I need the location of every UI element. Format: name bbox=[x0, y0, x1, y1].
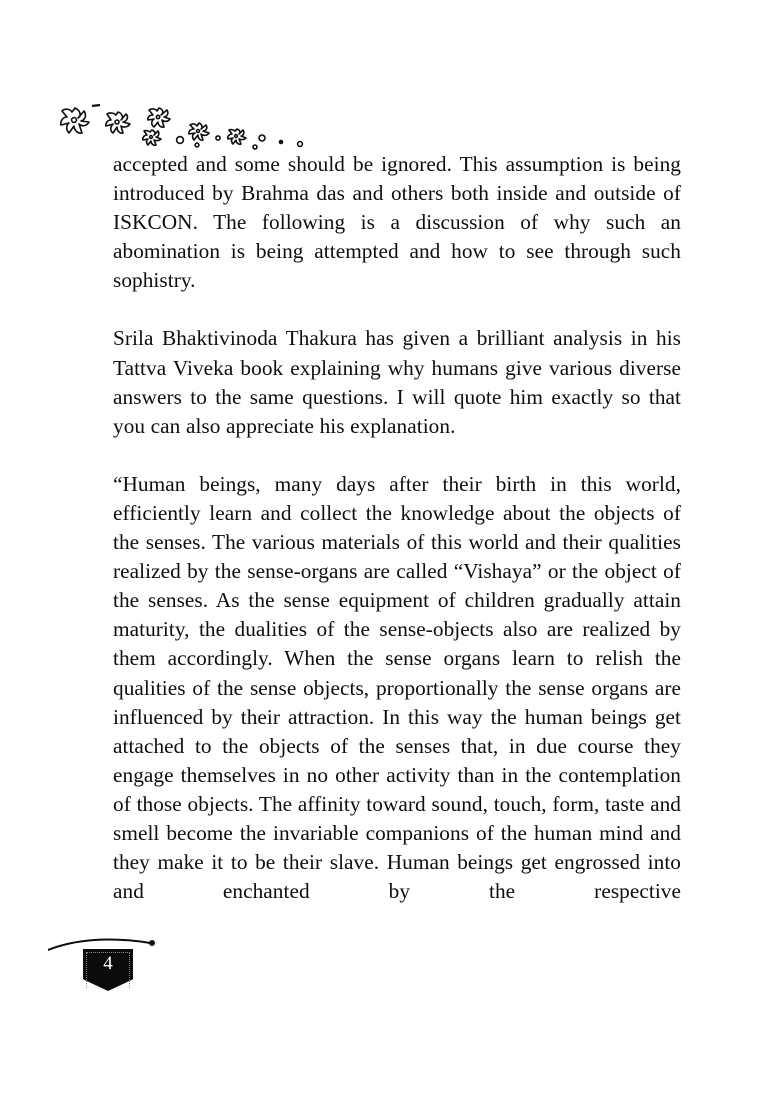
page-number-banner bbox=[48, 930, 178, 1000]
paragraph-2: Srila Bhaktivinoda Thakura has given a brilliant analysis in his Tattva Viveka book explaining why humans give various diverse answers to the same questions. I will quote him exactly so that you can also appreciate his explanation. bbox=[113, 326, 681, 438]
page-body bbox=[113, 150, 681, 906]
paragraph-3-quotation: “Human beings, many days after their birth in this world, efficiently learn and collect the knowledge about the objects of the senses. The various materials of this world and their qualities realized by the sense-organs are called “Vishaya” or the object of the senses. As the sense equipment of children gradually attain maturity, the dualities of the sense-objects also are realized by them accordingly. When the sense organs learn to relish the qualities of the sense objects, proportionally the sense organs are influenced by their attraction. In this way the human beings get attached to the objects of the senses that, in due course they engage themselves in no other activity than in the contemplation of those objects. The affinity toward sound, touch, form, taste and smell become the invariable companions of the human mind and they make it to be their slave. Human beings get engrossed into and enchanted by the respective bbox=[113, 471, 681, 904]
floral-divider-icon bbox=[55, 104, 315, 156]
floral-divider-ornament bbox=[55, 104, 315, 156]
page-number: 4 bbox=[103, 953, 113, 974]
paragraph-1: accepted and some should be ignored. This assumption is being introduced by Brahma das and others both inside and outside of ISKCON. The following is a discussion of why such an abomination is being attempted and how to see through such sophistry. bbox=[113, 152, 681, 293]
